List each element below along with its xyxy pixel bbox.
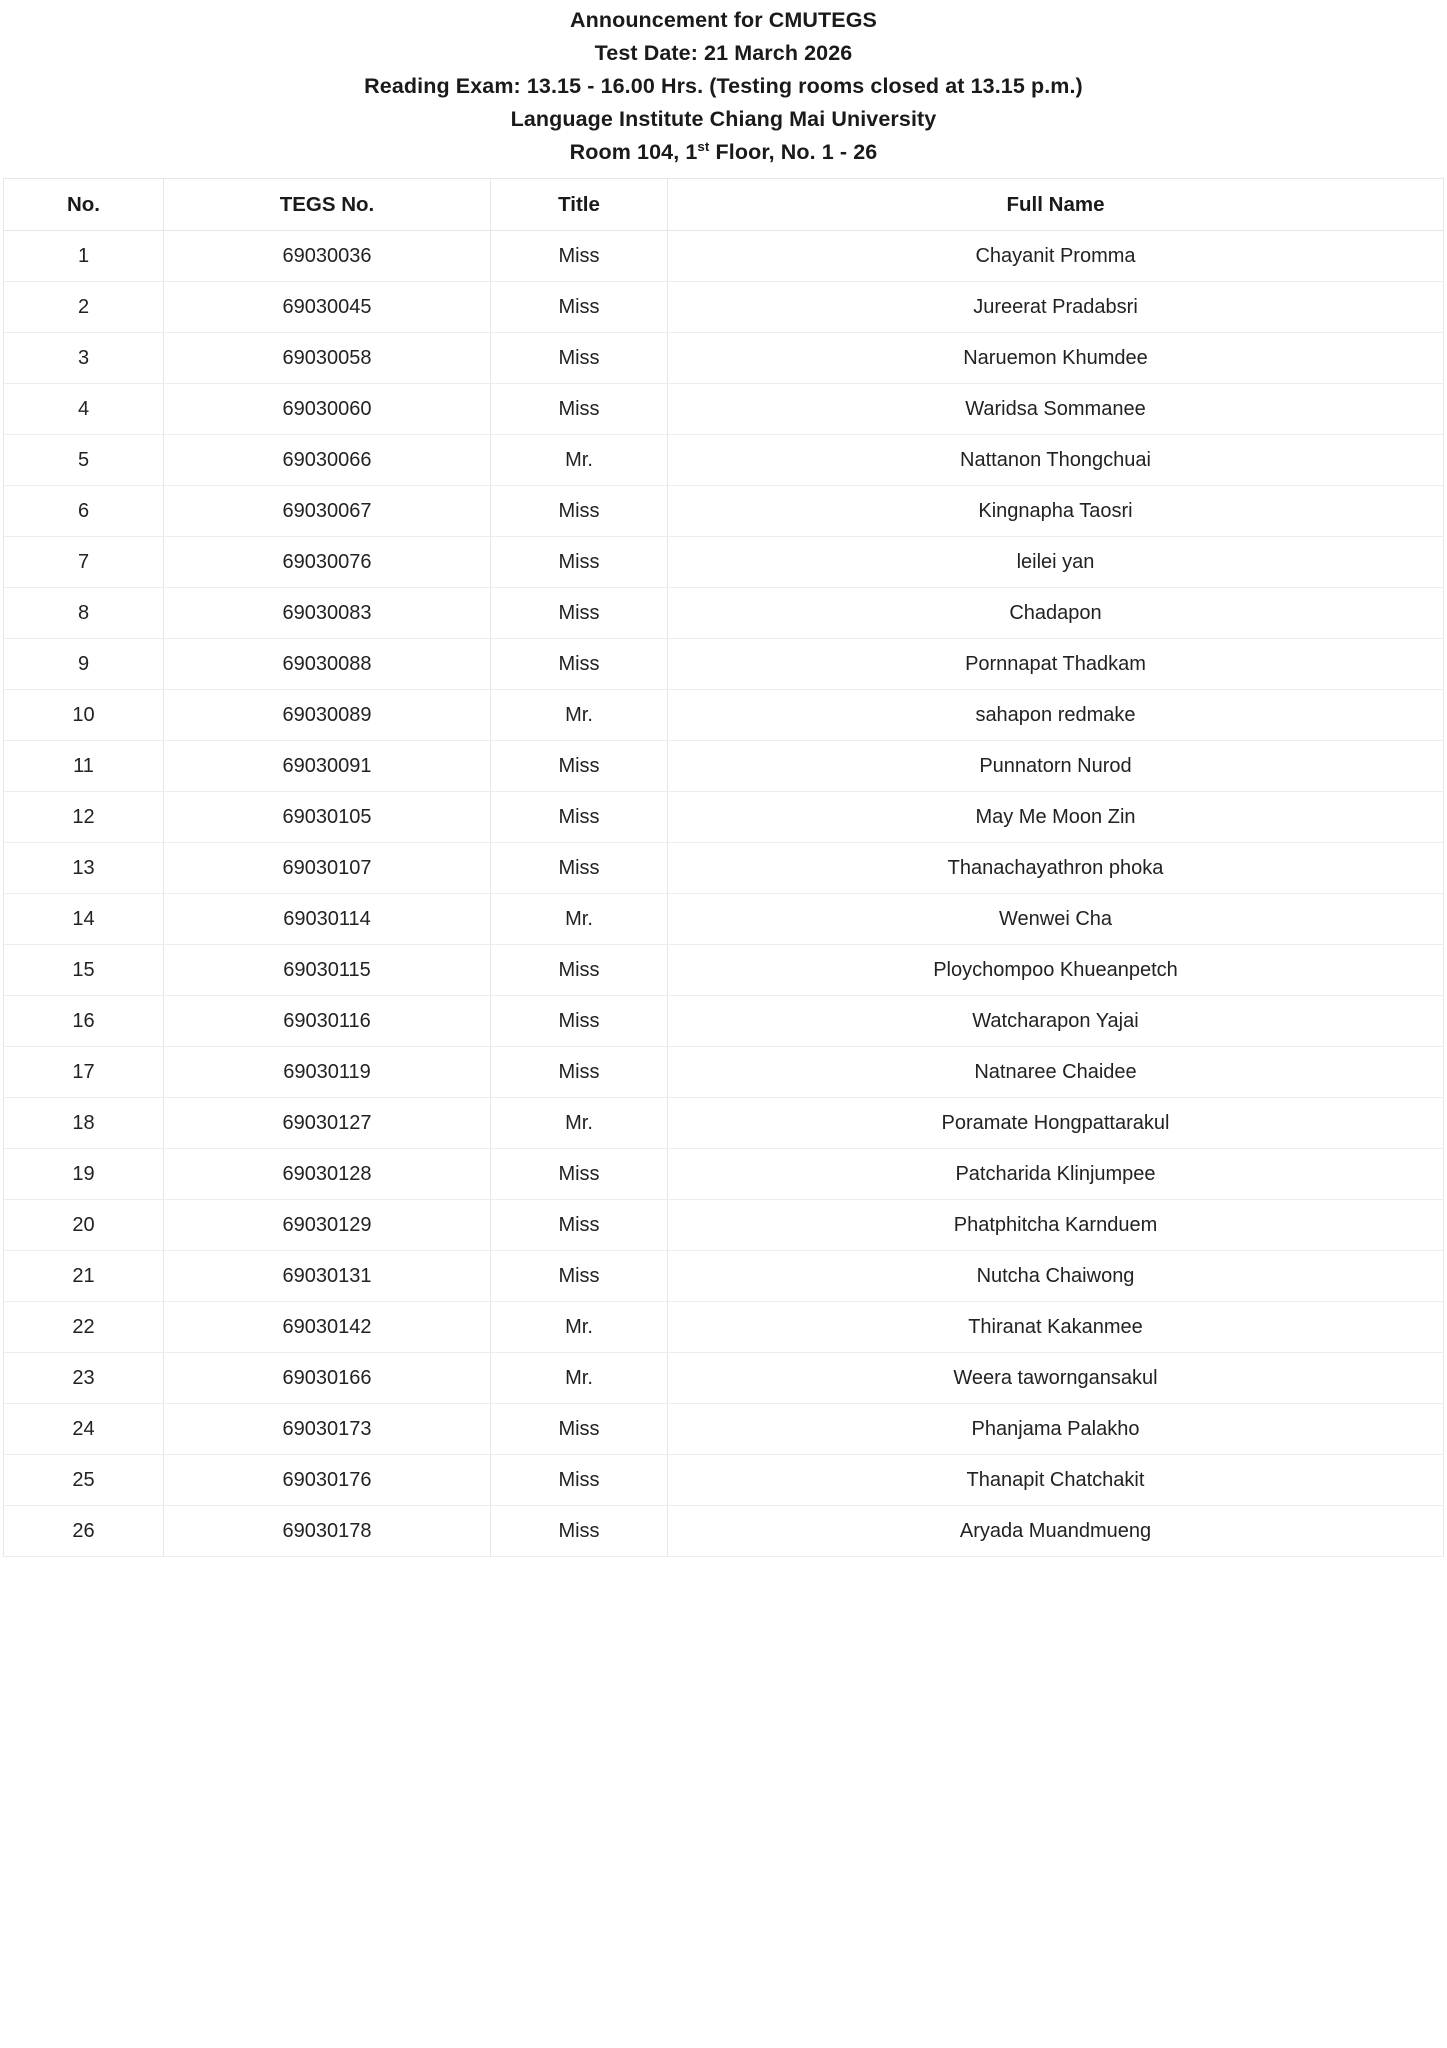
ordinal-suffix: st bbox=[697, 138, 710, 154]
cell-tegs-no: 69030114 bbox=[164, 894, 491, 945]
cell-full-name: Pornnapat Thadkam bbox=[668, 639, 1444, 690]
cell-no: 1 bbox=[4, 231, 164, 282]
cell-no: 17 bbox=[4, 1047, 164, 1098]
table-row bbox=[4, 1302, 1444, 1353]
cell-no: 18 bbox=[4, 1098, 164, 1149]
cell-title: Mr. bbox=[491, 690, 668, 741]
cell-full-name: Phatphitcha Karnduem bbox=[668, 1200, 1444, 1251]
table-row bbox=[4, 1455, 1444, 1506]
cell-full-name: leilei yan bbox=[668, 537, 1444, 588]
cell-full-name: Nutcha Chaiwong bbox=[668, 1251, 1444, 1302]
table-row bbox=[4, 1353, 1444, 1404]
announcement-heading bbox=[0, 0, 1447, 169]
cell-no: 22 bbox=[4, 1302, 164, 1353]
room-prefix: Room 104, 1 bbox=[569, 140, 698, 164]
heading-exam-time: Reading Exam: 13.15 - 16.00 Hrs. (Testing rooms closed at 13.15 p.m.) bbox=[364, 74, 1083, 98]
cell-full-name: Thanachayathron phoka bbox=[668, 843, 1444, 894]
cell-no: 21 bbox=[4, 1251, 164, 1302]
table-row bbox=[4, 282, 1444, 333]
table-row bbox=[4, 486, 1444, 537]
table-row bbox=[4, 231, 1444, 282]
cell-tegs-no: 69030119 bbox=[164, 1047, 491, 1098]
table-row bbox=[4, 333, 1444, 384]
cell-tegs-no: 69030116 bbox=[164, 996, 491, 1047]
cell-tegs-no: 69030142 bbox=[164, 1302, 491, 1353]
column-header-title: Title bbox=[491, 179, 668, 231]
cell-full-name: Punnatorn Nurod bbox=[668, 741, 1444, 792]
cell-tegs-no: 69030036 bbox=[164, 231, 491, 282]
cell-title: Mr. bbox=[491, 435, 668, 486]
cell-no: 12 bbox=[4, 792, 164, 843]
table-head bbox=[4, 179, 1444, 231]
cell-tegs-no: 69030131 bbox=[164, 1251, 491, 1302]
table-row bbox=[4, 1251, 1444, 1302]
table-row bbox=[4, 843, 1444, 894]
cell-no: 6 bbox=[4, 486, 164, 537]
table-body bbox=[4, 231, 1444, 1557]
table-header-row bbox=[4, 179, 1444, 231]
cell-no: 25 bbox=[4, 1455, 164, 1506]
heading-institution: Language Institute Chiang Mai University bbox=[510, 107, 937, 131]
cell-no: 24 bbox=[4, 1404, 164, 1455]
cell-tegs-no: 69030088 bbox=[164, 639, 491, 690]
table-row bbox=[4, 945, 1444, 996]
cell-title: Miss bbox=[491, 384, 668, 435]
cell-tegs-no: 69030128 bbox=[164, 1149, 491, 1200]
cell-title: Miss bbox=[491, 486, 668, 537]
cell-title: Miss bbox=[491, 741, 668, 792]
cell-tegs-no: 69030076 bbox=[164, 537, 491, 588]
cell-title: Miss bbox=[491, 231, 668, 282]
cell-title: Miss bbox=[491, 1200, 668, 1251]
cell-tegs-no: 69030107 bbox=[164, 843, 491, 894]
cell-tegs-no: 69030058 bbox=[164, 333, 491, 384]
cell-tegs-no: 69030173 bbox=[164, 1404, 491, 1455]
cell-title: Miss bbox=[491, 1455, 668, 1506]
cell-no: 26 bbox=[4, 1506, 164, 1557]
table-row bbox=[4, 1149, 1444, 1200]
cell-title: Miss bbox=[491, 537, 668, 588]
cell-full-name: Jureerat Pradabsri bbox=[668, 282, 1444, 333]
cell-tegs-no: 69030089 bbox=[164, 690, 491, 741]
cell-no: 19 bbox=[4, 1149, 164, 1200]
cell-tegs-no: 69030045 bbox=[164, 282, 491, 333]
table-row bbox=[4, 1506, 1444, 1557]
table-row bbox=[4, 435, 1444, 486]
cell-title: Mr. bbox=[491, 1353, 668, 1404]
cell-tegs-no: 69030178 bbox=[164, 1506, 491, 1557]
cell-title: Miss bbox=[491, 1149, 668, 1200]
cell-full-name: Chayanit Promma bbox=[668, 231, 1444, 282]
cell-tegs-no: 69030067 bbox=[164, 486, 491, 537]
cell-full-name: Watcharapon Yajai bbox=[668, 996, 1444, 1047]
heading-title: Announcement for CMUTEGS bbox=[570, 8, 877, 32]
cell-tegs-no: 69030129 bbox=[164, 1200, 491, 1251]
table-row bbox=[4, 690, 1444, 741]
cell-title: Miss bbox=[491, 843, 668, 894]
table-row bbox=[4, 537, 1444, 588]
cell-no: 13 bbox=[4, 843, 164, 894]
cell-no: 14 bbox=[4, 894, 164, 945]
cell-title: Miss bbox=[491, 1251, 668, 1302]
cell-no: 7 bbox=[4, 537, 164, 588]
heading-room-range bbox=[0, 136, 1447, 169]
roster-table-container bbox=[0, 178, 1447, 1557]
cell-full-name: Natnaree Chaidee bbox=[668, 1047, 1444, 1098]
cell-title: Mr. bbox=[491, 1098, 668, 1149]
cell-no: 10 bbox=[4, 690, 164, 741]
cell-no: 11 bbox=[4, 741, 164, 792]
table-row bbox=[4, 639, 1444, 690]
cell-tegs-no: 69030091 bbox=[164, 741, 491, 792]
cell-tegs-no: 69030083 bbox=[164, 588, 491, 639]
cell-no: 23 bbox=[4, 1353, 164, 1404]
cell-no: 20 bbox=[4, 1200, 164, 1251]
cell-full-name: Ploychompoo Khueanpetch bbox=[668, 945, 1444, 996]
cell-full-name: Naruemon Khumdee bbox=[668, 333, 1444, 384]
cell-full-name: Thiranat Kakanmee bbox=[668, 1302, 1444, 1353]
table-row bbox=[4, 792, 1444, 843]
cell-full-name: Nattanon Thongchuai bbox=[668, 435, 1444, 486]
table-row bbox=[4, 1200, 1444, 1251]
cell-full-name: May Me Moon Zin bbox=[668, 792, 1444, 843]
cell-title: Miss bbox=[491, 945, 668, 996]
cell-title: Miss bbox=[491, 1404, 668, 1455]
cell-no: 4 bbox=[4, 384, 164, 435]
cell-tegs-no: 69030127 bbox=[164, 1098, 491, 1149]
cell-no: 2 bbox=[4, 282, 164, 333]
table-row bbox=[4, 996, 1444, 1047]
cell-title: Miss bbox=[491, 996, 668, 1047]
cell-full-name: Thanapit Chatchakit bbox=[668, 1455, 1444, 1506]
cell-no: 9 bbox=[4, 639, 164, 690]
cell-full-name: Waridsa Sommanee bbox=[668, 384, 1444, 435]
table-row bbox=[4, 741, 1444, 792]
cell-no: 8 bbox=[4, 588, 164, 639]
cell-title: Miss bbox=[491, 639, 668, 690]
cell-full-name: Weera taworngansakul bbox=[668, 1353, 1444, 1404]
cell-title: Miss bbox=[491, 588, 668, 639]
cell-full-name: Kingnapha Taosri bbox=[668, 486, 1444, 537]
cell-tegs-no: 69030115 bbox=[164, 945, 491, 996]
column-header-full-name: Full Name bbox=[668, 179, 1444, 231]
table-row bbox=[4, 384, 1444, 435]
column-header-no: No. bbox=[4, 179, 164, 231]
cell-tegs-no: 69030166 bbox=[164, 1353, 491, 1404]
table-row bbox=[4, 1098, 1444, 1149]
table-row bbox=[4, 1047, 1444, 1098]
cell-full-name: Aryada Muandmueng bbox=[668, 1506, 1444, 1557]
cell-no: 16 bbox=[4, 996, 164, 1047]
cell-title: Miss bbox=[491, 282, 668, 333]
cell-tegs-no: 69030105 bbox=[164, 792, 491, 843]
cell-full-name: Phanjama Palakho bbox=[668, 1404, 1444, 1455]
cell-title: Mr. bbox=[491, 894, 668, 945]
cell-title: Miss bbox=[491, 333, 668, 384]
cell-full-name: Poramate Hongpattarakul bbox=[668, 1098, 1444, 1149]
candidate-roster-table bbox=[3, 178, 1444, 1557]
cell-full-name: sahapon redmake bbox=[668, 690, 1444, 741]
cell-title: Miss bbox=[491, 1047, 668, 1098]
table-row bbox=[4, 894, 1444, 945]
cell-no: 15 bbox=[4, 945, 164, 996]
cell-tegs-no: 69030066 bbox=[164, 435, 491, 486]
cell-tegs-no: 69030176 bbox=[164, 1455, 491, 1506]
cell-title: Mr. bbox=[491, 1302, 668, 1353]
column-header-tegs-no: TEGS No. bbox=[164, 179, 491, 231]
cell-full-name: Chadapon bbox=[668, 588, 1444, 639]
cell-no: 5 bbox=[4, 435, 164, 486]
table-row bbox=[4, 588, 1444, 639]
cell-no: 3 bbox=[4, 333, 164, 384]
cell-full-name: Wenwei Cha bbox=[668, 894, 1444, 945]
cell-full-name: Patcharida Klinjumpee bbox=[668, 1149, 1444, 1200]
heading-test-date: Test Date: 21 March 2026 bbox=[594, 41, 853, 65]
room-suffix: Floor, No. 1 - 26 bbox=[709, 140, 878, 164]
cell-title: Miss bbox=[491, 1506, 668, 1557]
cell-tegs-no: 69030060 bbox=[164, 384, 491, 435]
table-row bbox=[4, 1404, 1444, 1455]
cell-title: Miss bbox=[491, 792, 668, 843]
